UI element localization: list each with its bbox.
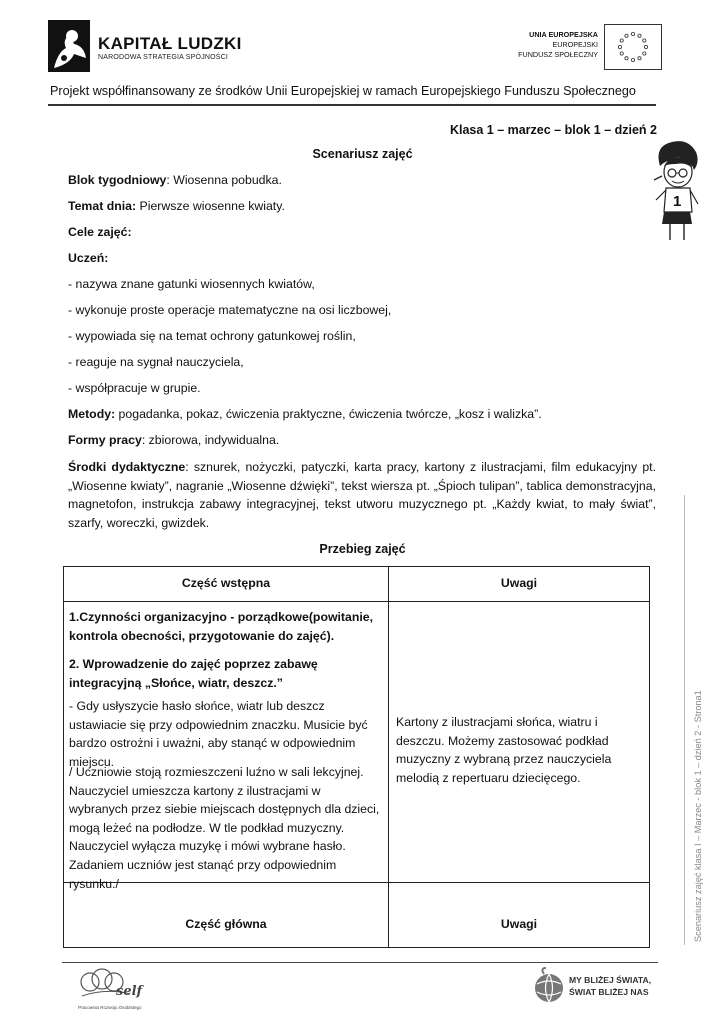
goal-item: - wypowiada się na temat ochrony gatunkowej roślin, xyxy=(68,329,356,343)
header-divider xyxy=(48,104,656,106)
weekly-block-value: : Wiosenna pobudka. xyxy=(166,173,282,187)
table-row-divider xyxy=(64,601,649,602)
teaching-aids-label: Środki dydaktyczne xyxy=(68,460,186,474)
class-info: Klasa 1 – marzec – blok 1 – dzień 2 xyxy=(449,123,657,137)
step-organizational: 1.Czynności organizacyjno - porządkowe(powitanie, kontrola obecności, przygotowanie do zajęć). xyxy=(69,610,374,643)
day-topic-value: Pierwsze wiosenne kwiaty. xyxy=(136,199,285,213)
column-header-notes-2: Uwagi xyxy=(500,917,538,931)
day-topic-label: Temat dnia: xyxy=(68,199,137,213)
weekly-block xyxy=(68,173,282,187)
step-introduction-description: - Gdy usłyszycie hasło słońce, wiatr lub deszcz ustawiacie się przy odpowiednim znaczku. Musicie być bardzo ostrożni i uważni, aby stanąć w odpowiednim miejscu. xyxy=(69,699,368,769)
work-forms-value: : zbiorowa, indywidualna. xyxy=(141,433,280,447)
column-header-main: Część główna xyxy=(185,917,267,931)
notes-cell: Kartony z ilustracjami słońca, wiatru i deszczu. Możemy zastosować podkład muzyczny z wybraną przez nauczyciela melodią z repertuaru dziecięcego. xyxy=(396,715,612,785)
page-footer-vertical xyxy=(679,630,705,942)
methods-label: Metody: xyxy=(68,407,116,421)
methods-value: pogadanka, pokaz, ćwiczenia praktyczne, ćwiczenia twórcze, „kosz i walizka”. xyxy=(115,407,542,421)
eu-line-3: FUNDUSZ SPOŁECZNY xyxy=(518,50,598,59)
goal-item: - współpracuje w grupie. xyxy=(68,381,201,395)
day-topic xyxy=(68,199,285,213)
footer-slogan-line-1: MY BLIŻEJ ŚWIATA, xyxy=(569,975,652,985)
column-header-intro: Część wstępna xyxy=(181,576,271,590)
project-statement: Projekt współfinansowany ze środków Unii Europejskiej w ramach Europejskiego Funduszu Społecznego xyxy=(50,84,636,98)
goal-item: - reaguje na sygnał nauczyciela, xyxy=(68,355,244,369)
self-logo-text: self xyxy=(116,984,143,999)
footer-slogan-line-2: ŚWIAT BLIŻEJ NAS xyxy=(569,987,649,997)
work-forms-label: Formy pracy xyxy=(68,433,142,447)
eu-line-2: EUROPEJSKI xyxy=(552,40,598,49)
footer-divider xyxy=(62,962,658,963)
lesson-table xyxy=(63,566,650,948)
step-introduction-note: / Uczniowie stoją rozmieszczeni luźno w sali lekcyjnej. Nauczyciel umieszcza kartony z ilustracjami w wybranych przez siebie miejscach dostępnych dla dzieci, mogą leżeć na podłodze. W tle podkład muzyczny. Nauczyciel wyłącza muzykę i mówi wybrane hasło. Zadaniem uczniów jest stanąć przy odpowiednim rysunku./ xyxy=(69,765,380,891)
table-column-divider xyxy=(388,567,389,947)
teaching-aids-value: : sznurek, nożyczki, patyczki, karta pracy, kartony z ilustracjami, film edukacyjny pt. „Wiosenne kwiaty”, nagranie „Wiosenne dźwięki”, tekst wiersza pt. „Śpioch tulipan”, tablica demonstracyjna, magnetofon, instrukcja zabawy integracyjnej, tekst utworu muzycznego pt. „Każdy kwiat, to mały świat”, szarfy, woreczki, gwizdek. xyxy=(68,460,656,530)
column-header-notes: Uwagi xyxy=(500,576,538,590)
step-introduction: 2. Wprowadzenie do zajęć poprzez zabawę integracyjną „Słońce, wiatr, deszcz.” xyxy=(69,657,318,690)
self-logo-subtitle: Pracownia Rozwoju Osobistego xyxy=(78,1005,142,1010)
weekly-block-label: Blok tygodniowy xyxy=(68,173,167,187)
goals-label: Cele zajęć: xyxy=(68,225,132,239)
eu-flag-icon xyxy=(604,24,662,70)
kapital-ludzki-logo xyxy=(44,18,92,74)
logo-subtitle: NARODOWA STRATEGIA SPÓJNOŚCI xyxy=(98,54,229,61)
page-footer-text: Scenariusz zajęć klasa I – Marzec - blok 1 – dzień 2 - Strona1 xyxy=(693,690,703,942)
logo-title: KAPITAŁ LUDZKI xyxy=(98,34,242,53)
methods xyxy=(68,407,542,421)
goal-item: - wykonuje proste operacje matematyczne na osi liczbowej, xyxy=(68,303,392,317)
globe-logo xyxy=(532,966,566,1010)
work-forms xyxy=(68,433,279,447)
teaching-aids xyxy=(68,458,656,532)
eu-line-1: UNIA EUROPEJSKA xyxy=(529,30,598,39)
goal-item: - nazywa znane gatunki wiosennych kwiatów, xyxy=(68,277,315,291)
footer-slogan xyxy=(569,974,651,998)
student-label: Uczeń: xyxy=(68,251,109,265)
eu-label xyxy=(470,30,598,60)
document-title: Scenariusz zajęć xyxy=(312,147,413,161)
mascot-number: 1 xyxy=(673,193,682,210)
lesson-course-title: Przebieg zajęć xyxy=(319,542,406,556)
